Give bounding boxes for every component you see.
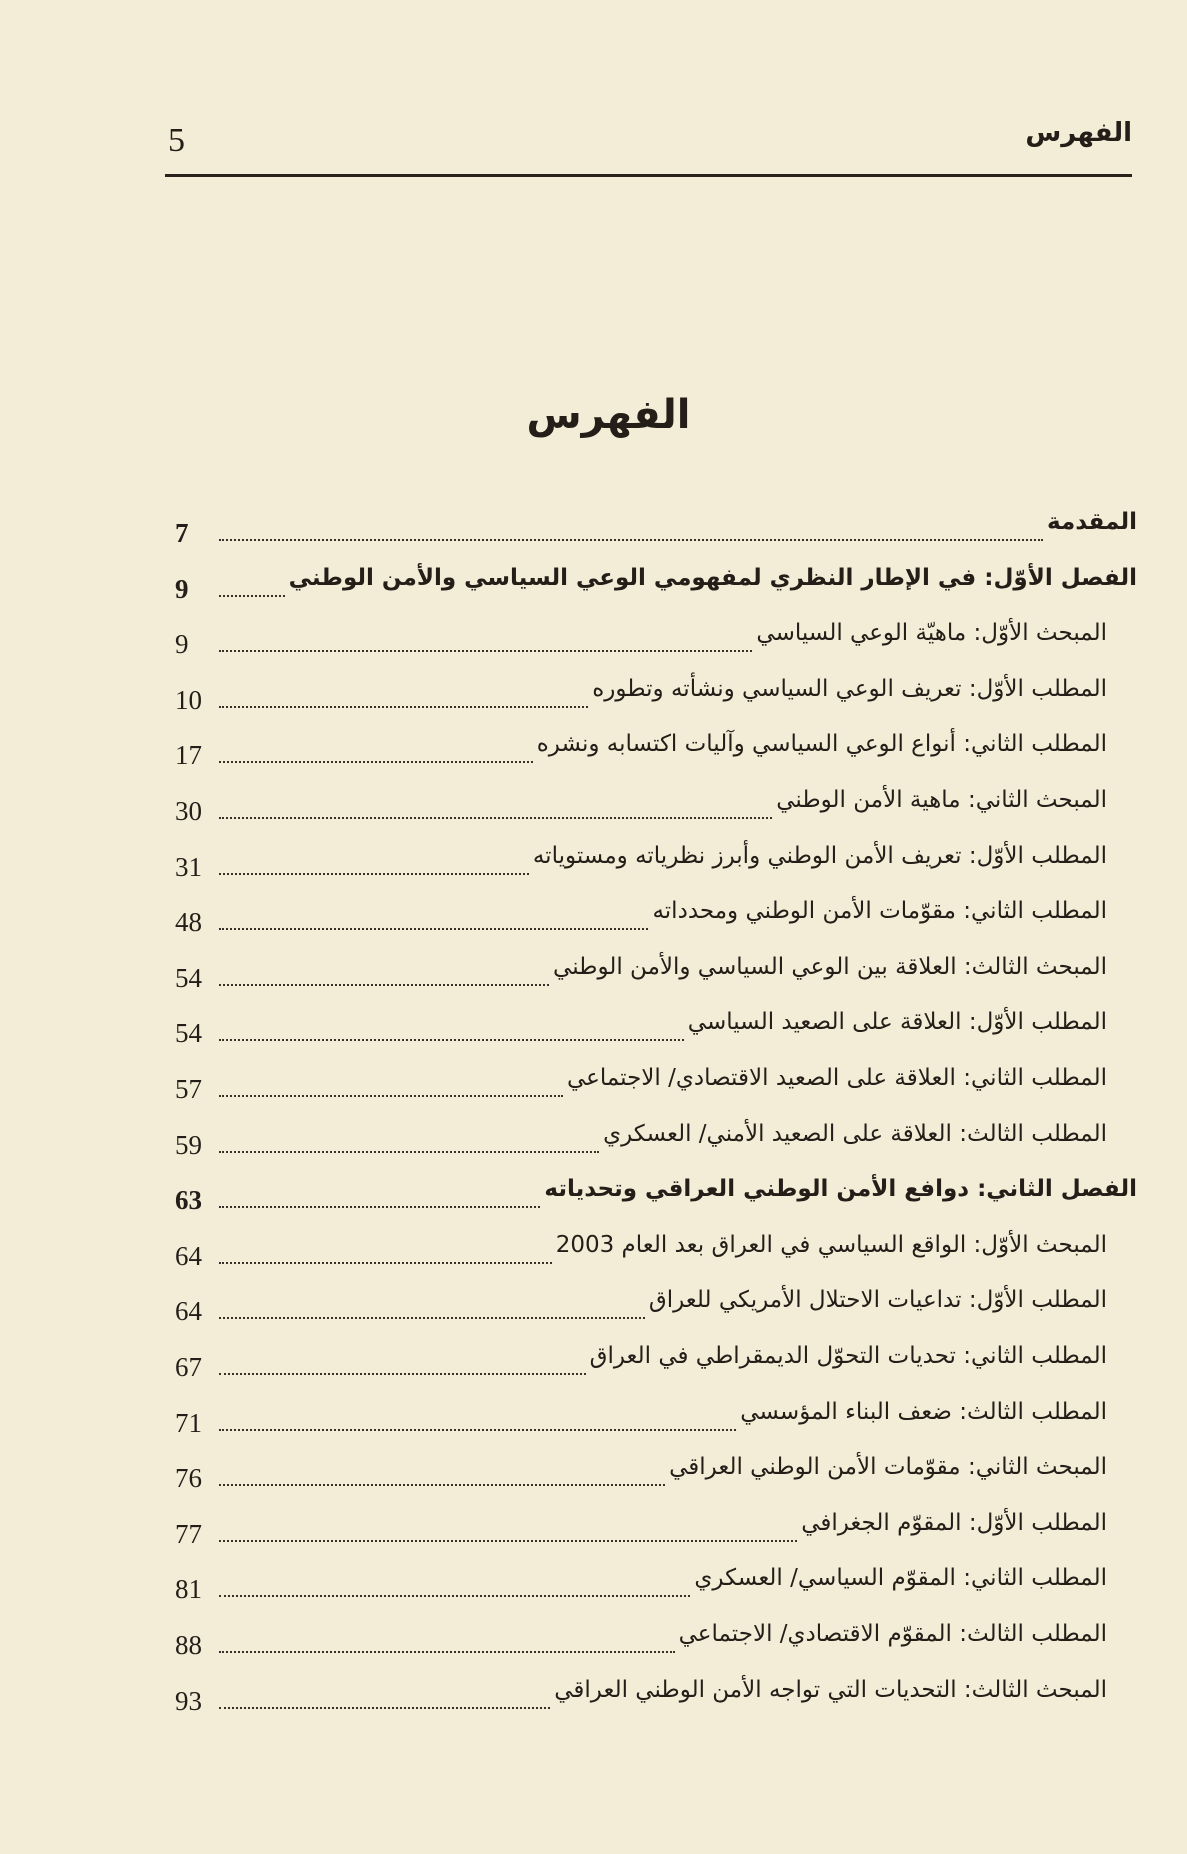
toc-entry[interactable] [175, 1051, 1107, 1107]
leader-dots [219, 928, 648, 930]
leader-dots [219, 1262, 552, 1264]
toc-entry[interactable] [175, 773, 1107, 829]
toc-entry[interactable] [175, 1329, 1107, 1385]
leader-dots [219, 1039, 684, 1041]
toc-entry[interactable] [175, 1218, 1107, 1274]
leader-dots [219, 595, 285, 597]
running-title: الفهرس [1025, 118, 1132, 148]
toc-entry-label: المطلب الثاني: العلاقة على الصعيد الاقتصادي/ الاجتماعي [566, 1065, 1107, 1091]
toc-entry-label: المطلب الثاني: تحديات التحوّل الديمقراطي في العراق [589, 1343, 1107, 1369]
leader-dots [219, 1206, 540, 1208]
toc-entry[interactable] [175, 551, 1137, 607]
toc-entry-page: 48 [175, 907, 202, 938]
toc-entry-page: 10 [175, 684, 202, 715]
toc-entry[interactable] [175, 1273, 1107, 1329]
toc-entry-label: المطلب الثالث: ضعف البناء المؤسسي [740, 1398, 1107, 1425]
toc-entry[interactable] [175, 1385, 1107, 1441]
leader-dots [219, 1707, 550, 1709]
toc-entry-label: المطلب الأوّل: تداعيات الاحتلال الأمريكي للعراق [648, 1287, 1107, 1314]
toc-entry-page: 88 [175, 1630, 202, 1660]
toc-entry-page: 81 [175, 1574, 202, 1605]
toc-entry-label: الفصل الثاني: دوافع الأمن الوطني العراقي وتحدياته [544, 1176, 1137, 1203]
leader-dots [219, 761, 533, 763]
toc-entry[interactable] [175, 829, 1107, 885]
leader-dots [219, 1095, 563, 1097]
leader-dots [219, 873, 529, 875]
toc-entry[interactable] [175, 717, 1107, 773]
toc-entry-page: 63 [175, 1185, 202, 1216]
toc-entry-label: المطلب الثالث: المقوّم الاقتصادي/ الاجتماعي [678, 1621, 1107, 1647]
toc-entry-page: 64 [175, 1240, 202, 1271]
toc-entry[interactable] [175, 495, 1137, 551]
toc-entry-label: المطلب الأوّل: تعريف الأمن الوطني وأبرز نظرياته ومستوياته [532, 842, 1107, 869]
toc-entry-page: 67 [175, 1352, 202, 1382]
toc-entry-label: المبحث الثالث: العلاقة بين الوعي السياسي والأمن الوطني [553, 953, 1107, 980]
toc-entry[interactable] [175, 884, 1107, 940]
toc-entry[interactable] [175, 995, 1107, 1051]
toc-entry-label: المطلب الأوّل: تعريف الوعي السياسي ونشأته وتطوره [592, 675, 1107, 702]
toc-entry-page: 71 [175, 1407, 202, 1438]
toc-entry-label: المبحث الثاني: مقوّمات الأمن الوطني العراقي [669, 1454, 1107, 1481]
leader-dots [219, 1651, 675, 1653]
toc-entry[interactable] [175, 1607, 1107, 1663]
page-title: الفهرس [526, 392, 691, 438]
toc-entry[interactable] [175, 1551, 1107, 1607]
toc-entry[interactable] [175, 1440, 1107, 1496]
leader-dots [219, 1151, 599, 1153]
toc-entry-label: الفصل الأوّل: في الإطار النظري لمفهومي الوعي السياسي والأمن الوطني [288, 564, 1137, 591]
toc-entry-page: 17 [175, 740, 202, 771]
leader-dots [219, 1595, 690, 1597]
leader-dots [219, 539, 1043, 541]
toc-entry-page: 77 [175, 1518, 202, 1549]
toc-entry-label: المطلب الثاني: المقوّم السياسي/ العسكري [694, 1565, 1107, 1592]
toc-entry-label: المطلب الثالث: العلاقة على الصعيد الأمني/ العسكري [603, 1120, 1107, 1147]
toc-entry-label: المقدمة [1047, 509, 1137, 535]
toc-entry[interactable] [175, 662, 1107, 718]
toc-entry-page: 54 [175, 962, 202, 993]
leader-dots [219, 650, 752, 652]
toc-entry-label: المبحث الثالث: التحديات التي تواجه الأمن الوطني العراقي [554, 1676, 1107, 1703]
toc-entry[interactable] [175, 606, 1107, 662]
toc-entry-page: 9 [175, 629, 189, 660]
toc-entry-label: المبحث الأوّل: ماهيّة الوعي السياسي [756, 620, 1107, 647]
toc-entry[interactable] [175, 1107, 1107, 1163]
toc-entry-page: 9 [175, 573, 189, 604]
toc-entry[interactable] [175, 1162, 1137, 1218]
header-rule [165, 174, 1132, 177]
toc-entry-label: المطلب الأوّل: المقوّم الجغرافي [801, 1509, 1107, 1536]
toc-entry-page: 31 [175, 851, 202, 882]
toc-entry[interactable] [175, 940, 1107, 996]
leader-dots [219, 706, 588, 708]
leader-dots [219, 1540, 797, 1542]
toc-entry[interactable] [175, 1496, 1107, 1552]
toc-entry-label: المبحث الثاني: ماهية الأمن الوطني [776, 787, 1107, 813]
toc-entry-page: 7 [175, 518, 189, 548]
toc-entry-page: 59 [175, 1129, 202, 1160]
toc-entry-page: 57 [175, 1074, 202, 1104]
toc-entry-page: 93 [175, 1685, 202, 1716]
toc-entry-label: المطلب الثاني: أنواع الوعي السياسي وآليات اكتسابه ونشره [536, 731, 1107, 758]
leader-dots [219, 1484, 665, 1486]
leader-dots [219, 1373, 586, 1375]
leader-dots [219, 1317, 645, 1319]
toc-entry-page: 64 [175, 1296, 202, 1327]
toc-entry-label: المطلب الثاني: مقوّمات الأمن الوطني ومحدداته [652, 898, 1107, 925]
leader-dots [219, 817, 772, 819]
page-number: 5 [168, 122, 185, 159]
leader-dots [219, 1429, 736, 1431]
leader-dots [219, 984, 549, 986]
toc-entry[interactable] [175, 1663, 1107, 1719]
toc-entry-label: المطلب الأوّل: العلاقة على الصعيد السياسي [687, 1009, 1107, 1036]
toc-entry-label: المبحث الأوّل: الواقع السياسي في العراق بعد العام 2003 [555, 1231, 1107, 1258]
toc-entry-page: 54 [175, 1018, 202, 1049]
toc-entry-page: 76 [175, 1463, 202, 1494]
toc-entry-page: 30 [175, 796, 202, 826]
